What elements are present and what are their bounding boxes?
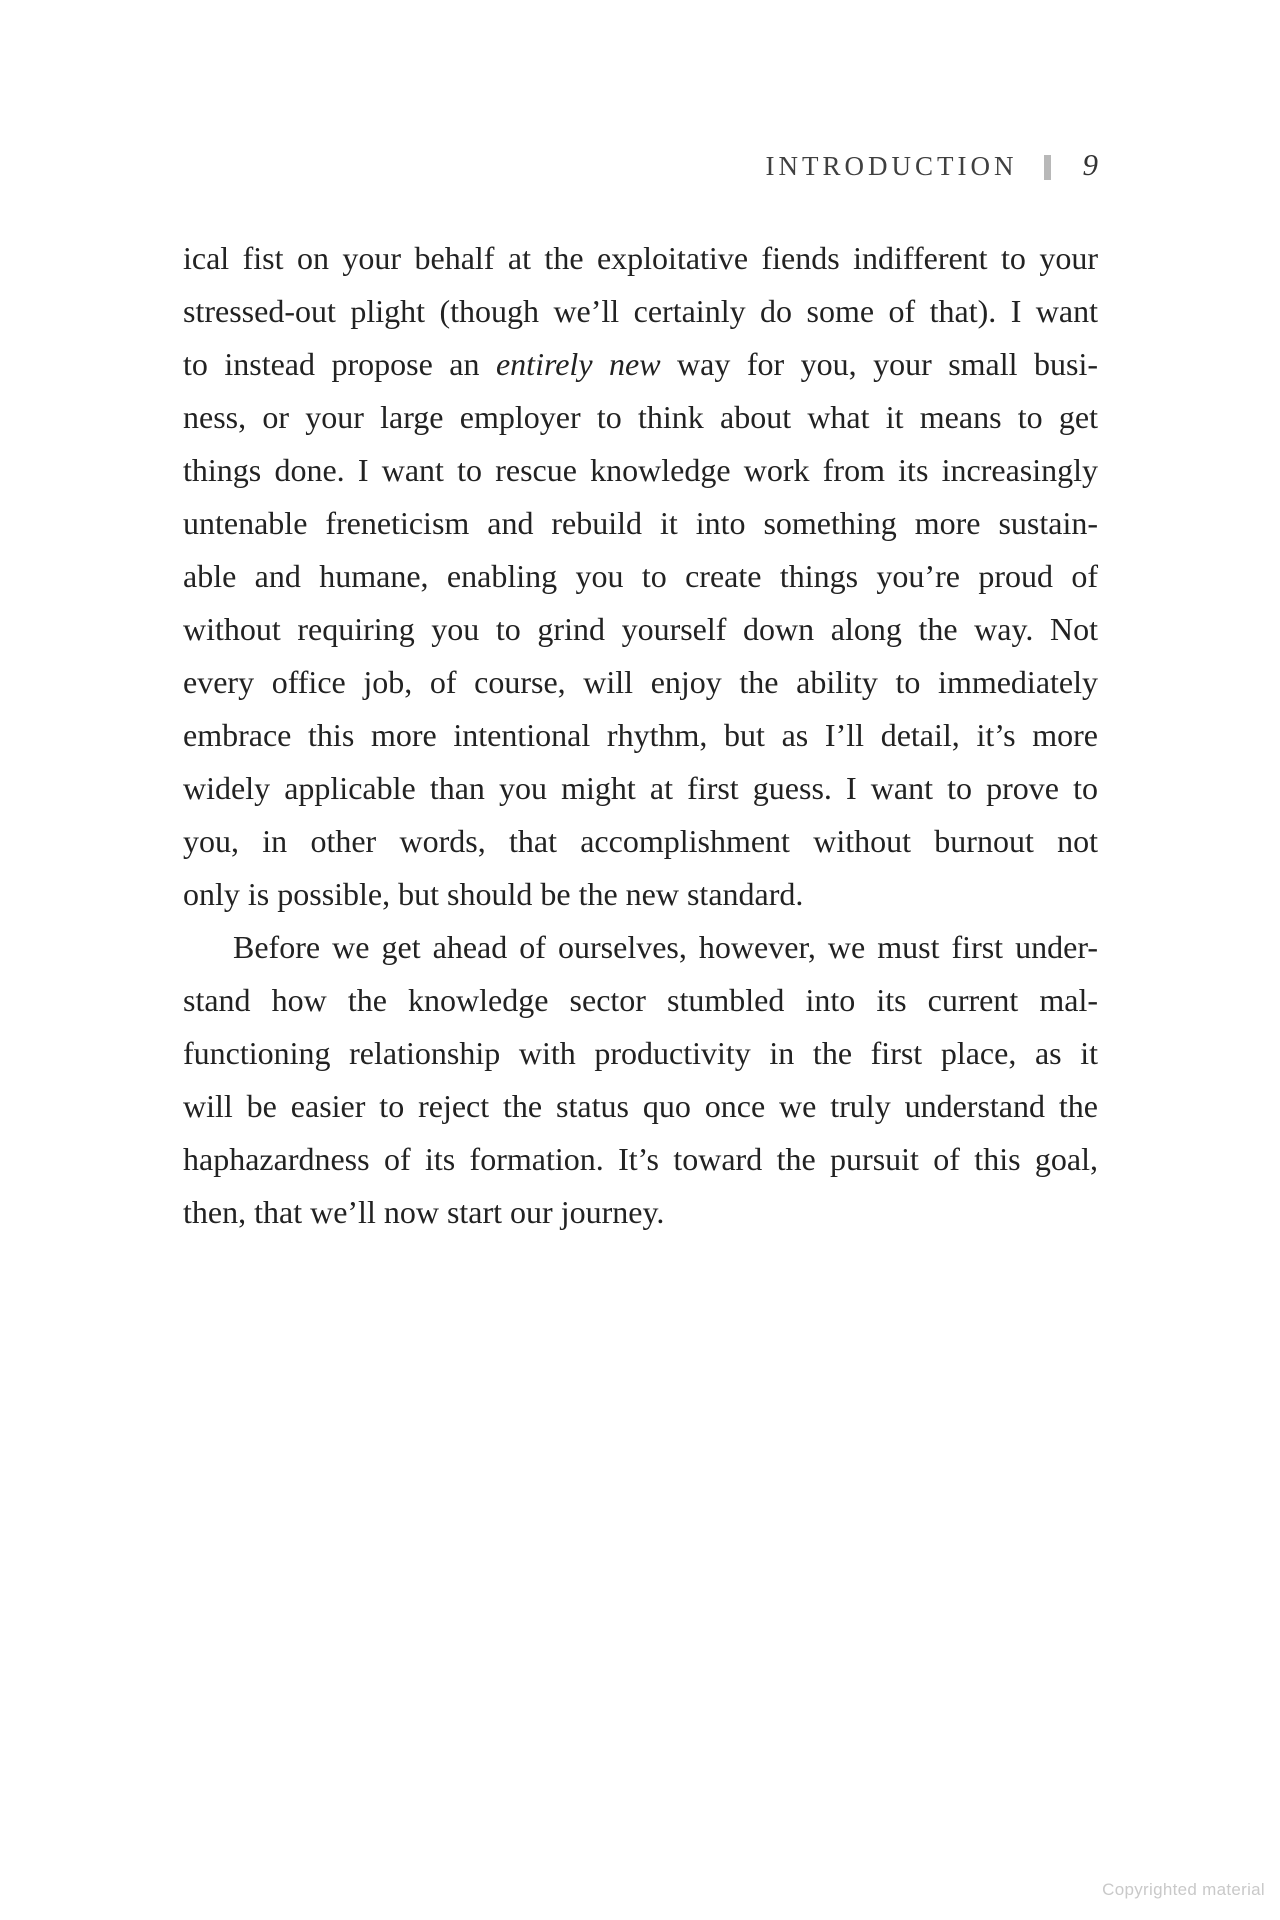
text-segment: widely applicable than you might at first guess. I want to prove to [183, 770, 1098, 806]
text-segment: ical fist on your behalf at the exploitative fiends indifferent to your [183, 240, 1098, 276]
text-line [183, 1080, 1098, 1133]
text-line [183, 709, 1098, 762]
emphasized-text: entirely new [495, 346, 661, 382]
text-segment: ness, or your large employer to think about what it means to get [183, 399, 1098, 435]
text-line [183, 550, 1098, 603]
text-line [183, 232, 1098, 285]
text-segment: Before we get ahead of ourselves, however, we must first under- [233, 929, 1098, 965]
text-segment: only is possible, but should be the new standard. [183, 876, 804, 912]
text-line [183, 815, 1098, 868]
running-head: INTRODUCTION [765, 151, 1018, 181]
text-segment: functioning relationship with productivity in the first place, as it [183, 1035, 1098, 1071]
text-segment: then, that we’ll now start our journey. [183, 1194, 665, 1230]
text-segment: to instead propose an [183, 346, 496, 382]
text-line [183, 603, 1098, 656]
text-line [183, 656, 1098, 709]
text-segment: things done. I want to rescue knowledge work from its increasingly [183, 452, 1098, 488]
text-line [183, 762, 1098, 815]
text-segment: way for you, your small busi- [660, 346, 1099, 382]
text-segment: untenable freneticism and rebuild it into something more sustain- [183, 505, 1098, 541]
text-line [183, 1133, 1098, 1186]
text-line [183, 497, 1098, 550]
page-header [183, 147, 1098, 182]
text-line [183, 1027, 1098, 1080]
text-segment: you, in other words, that accomplishment without burnout not [183, 823, 1098, 859]
text-line [183, 338, 1098, 391]
text-segment: every office job, of course, will enjoy the ability to immediately [183, 664, 1098, 700]
text-segment: embrace this more intentional rhythm, but as I’ll detail, it’s more [183, 717, 1098, 753]
watermark: Copyrighted material [1102, 1880, 1265, 1899]
text-line [183, 868, 1098, 921]
text-line [183, 444, 1098, 497]
page-body [183, 232, 1098, 1239]
header-divider [1044, 155, 1051, 180]
text-line [183, 1186, 1098, 1239]
paragraph-2 [183, 921, 1098, 1239]
text-line [183, 974, 1098, 1027]
text-segment: haphazardness of its formation. It’s toward the pursuit of this goal, [183, 1141, 1098, 1177]
text-segment: stand how the knowledge sector stumbled into its current mal- [183, 982, 1098, 1018]
text-segment: able and humane, enabling you to create things you’re proud of [183, 558, 1098, 594]
text-segment: will be easier to reject the status quo once we truly understand the [183, 1088, 1098, 1124]
text-line [183, 921, 1098, 974]
page-number: 9 [1082, 147, 1098, 182]
text-line [183, 285, 1098, 338]
text-segment: without requiring you to grind yourself down along the way. Not [183, 611, 1098, 647]
text-line [183, 391, 1098, 444]
paragraph-1 [183, 232, 1098, 921]
text-segment: stressed-out plight (though we’ll certainly do some of that). I want [183, 293, 1098, 329]
